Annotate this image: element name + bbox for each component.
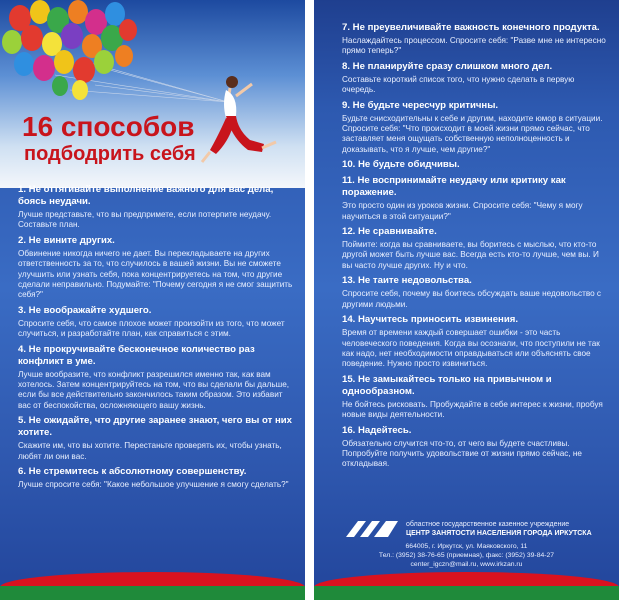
tip-title: 10. Не будьте обидчивы.: [342, 159, 460, 171]
tip-body: Лучше вообразите, что конфликт разрешился именно так, как вам хотелось. Затем концентрируйтесь на том, что вы сделали бы дальше, если бы все действительно закончилось таким образом. Это избавит вас от беспокойства, осложняющего вашу жизнь.: [18, 369, 290, 410]
brochure-right-panel: [314, 0, 619, 600]
organization-phones: Тел.: (3952) 38-76-65 (приемная), факс: (3952) 39-84-27: [378, 552, 555, 559]
tip-5: [18, 415, 295, 462]
tip-title: 3. Не воображайте худшего.: [18, 304, 152, 316]
tip-body: Лучше спросите себя: "Какое небольшое улучшение я смогу сделать?": [18, 480, 289, 490]
tip-11: [342, 175, 607, 222]
tip-body: Спросите себя, что самое плохое может произойти из того, что может случиться, и разработайте план, как справиться с этим.: [18, 318, 285, 339]
tip-title: 13. Не таите недовольства.: [342, 275, 472, 287]
organization-footer: [326, 513, 607, 575]
tip-title: 9. Не будьте чересчур критичны.: [342, 99, 499, 111]
tip-9: [342, 100, 607, 156]
tip-14: [342, 314, 607, 370]
tip-1: [18, 184, 295, 231]
tip-8: [342, 61, 607, 96]
tip-body: Будьте снисходительны к себе и другим, находите юмор в ситуации. Спросите себя: "Что происходит в моей жизни прямо сейчас, что заставляет меня ощущать собственную неполноценность и доказывать, что я лучше, чем другие?": [342, 113, 603, 154]
tip-body: Это просто один из уроков жизни. Спросите себя: "Чему я могу научиться в этой ситуации?": [342, 201, 583, 221]
tips-list-left: [18, 184, 295, 495]
organization-name: ЦЕНТР ЗАНЯТОСТИ НАСЕЛЕНИЯ ГОРОДА ИРКУТСКА: [406, 530, 592, 537]
cover-image: [0, 0, 305, 188]
tip-title: 1. Не оттягивайте выполнение важного для вас дела, боясь неудачи.: [18, 184, 274, 207]
brochure-left-panel: [0, 0, 305, 600]
tip-title: 14. Научитесь приносить извинения.: [342, 314, 518, 326]
tip-title: 16. Надейтесь.: [342, 424, 412, 436]
tip-6: [18, 466, 295, 490]
brochure-title: [22, 112, 196, 166]
organization-logo-icon: [344, 517, 400, 539]
tip-10: [342, 159, 607, 171]
green-stripe: [314, 586, 619, 600]
tip-body: Не бойтесь рисковать. Пробуждайте в себе интерес к жизни, пробуя новые виды деятельности.: [342, 399, 603, 420]
tip-2: [18, 235, 295, 301]
tip-title: 7. Не преувеличивайте важность конечного продукта.: [342, 22, 600, 33]
tip-4: [18, 344, 295, 412]
tip-title: 2. Не вините других.: [18, 234, 115, 246]
tip-15: [342, 374, 607, 421]
tip-body: Обвинение никогда ничего не дает. Вы перекладываете на других ответственность за то, что случилось в вашей жизни. Вы не сможете улучшить или узнать себя, пока концентрируетесь на том, что другие сделали неправильно. Подумайте: "Почему сегодня я не смог защитить себя?": [18, 248, 293, 300]
tip-7: [342, 22, 607, 57]
tip-title: 6. Не стремитесь к абсолютному совершенству.: [18, 466, 247, 478]
organization-type: областное государственное казенное учреждение: [406, 521, 570, 528]
tip-12: [342, 226, 607, 271]
tip-title: 11. Не воспринимайте неудачу или критику как поражение.: [342, 175, 566, 199]
organization-address: 664005, г. Иркутск, ул. Маяковского, 11: [405, 543, 528, 550]
title-line-1: 16 способов: [22, 111, 195, 142]
tip-body: Спросите себя, почему вы боитесь обсуждать ваше недовольство с другими людьми.: [342, 289, 602, 309]
tip-title: 4. Не прокручивайте бесконечное количество раз конфликт в уме.: [18, 343, 255, 367]
organization-contacts: center_igczn@mail.ru, www.irkzan.ru: [410, 561, 523, 568]
tip-16: [342, 425, 607, 470]
tip-body: Поймите: когда вы сравниваете, вы боритесь с мыслью, что кто-то другой может быть лучше вас. Всегда есть кто-то лучше, чем вы. И вы часто лучше других. Ну и что.: [342, 240, 599, 270]
tip-title: 8. Не планируйте сразу слишком много дел.: [342, 60, 553, 72]
tips-list-right: [342, 22, 607, 474]
tip-title: 5. Не ожидайте, что другие заранее знают, чего вы от них хотите.: [18, 415, 292, 439]
tip-title: 15. Не замыкайтесь только на привычном и однообразном.: [342, 373, 552, 397]
tip-body: Обязательно случится что-то, от чего вы будете счастливы. Попробуйте получить удовольствие от жизни прямо сейчас, не откладывая.: [342, 438, 582, 469]
tip-13: [342, 275, 607, 310]
tip-body: Скажите им, что вы хотите. Перестаньте проверять их, чтобы узнать, любят ли они вас.: [18, 441, 282, 461]
green-stripe: [0, 586, 305, 600]
tip-body: Наслаждайтесь процессом. Спросите себя: "Разве мне не интересно прямо теперь?": [342, 36, 606, 56]
tip-body: Время от времени каждый совершает ошибки - это часть человеческого поведения. Когда вы осознали, что поступили не так как надо, нет необходимости оправдываться или объяснять свое поведение. Нужно просто извиниться.: [342, 328, 600, 369]
tip-body: Лучше представьте, что вы предпримете, если потерпите неудачу. Составьте план.: [18, 210, 272, 230]
tip-title: 12. Не сравнивайте.: [342, 226, 437, 238]
tip-3: [18, 305, 295, 340]
title-line-2: подбодрить себя: [24, 143, 196, 165]
tip-body: Составьте короткий список того, что нужно сделать в первую очередь.: [342, 74, 575, 95]
